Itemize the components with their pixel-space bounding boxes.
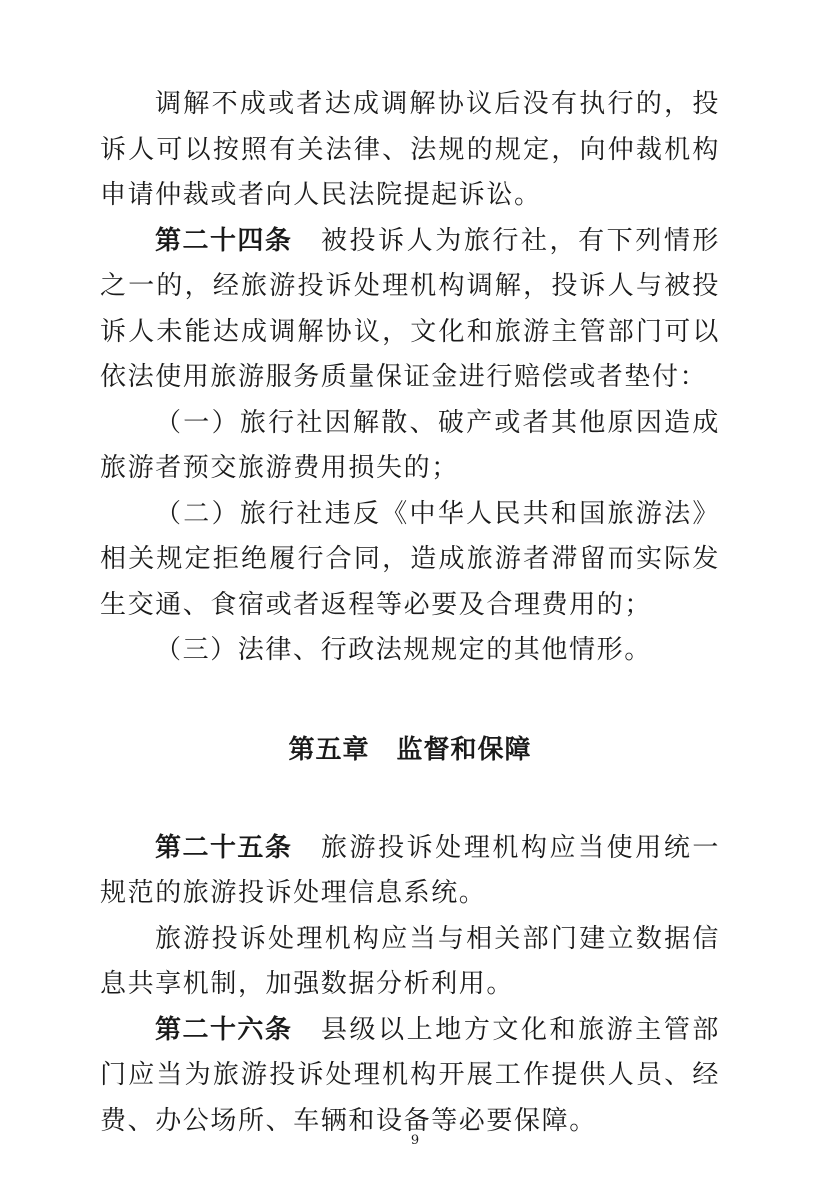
document-page <box>100 82 720 1144</box>
article-number: 第二十四条 <box>155 225 293 256</box>
paragraph-text: 被投诉人为旅行社，有下列情形之一的，经旅游投诉处理机构调解，投诉人与被投诉人未能达成调解协议，文化和旅游主管部门可以依法使用旅游服务质量保证金进行赔偿或者垫付： <box>100 225 720 392</box>
article-25 <box>100 826 720 917</box>
paragraph-text: 县级以上地方文化和旅游主管部门应当为旅游投诉处理机构开展工作提供人员、经费、办公场所、车辆和设备等必要保障。 <box>100 1014 720 1136</box>
paragraph-text: 旅游投诉处理机构应当与相关部门建立数据信息共享机制，加强数据分析利用。 <box>100 923 720 999</box>
paragraph-text: （二）旅行社违反《中华人民共和国旅游法》相关规定拒绝履行合同，造成旅游者滞留而实际发生交通、食宿或者返程等必要及合理费用的； <box>100 498 720 620</box>
list-item-2 <box>100 492 720 629</box>
paragraph-mediation-failure <box>100 82 720 219</box>
paragraph-text: 旅游投诉处理机构应当使用统一规范的旅游投诉处理信息系统。 <box>100 832 720 908</box>
paragraph-text: 调解不成或者达成调解协议后没有执行的，投诉人可以按照有关法律、法规的规定，向仲裁机构申请仲裁或者向人民法院提起诉讼。 <box>100 89 720 210</box>
list-item-3 <box>100 628 720 674</box>
article-26 <box>100 1008 720 1145</box>
article-24 <box>100 219 720 401</box>
article-number: 第二十六条 <box>155 1014 293 1045</box>
paragraph-text: （三）法律、行政法规规定的其他情形。 <box>155 635 652 665</box>
chapter-title: 第五章 监督和保障 <box>288 734 532 765</box>
paragraph-data-sharing <box>100 917 720 1008</box>
paragraph-text: （一）旅行社因解散、破产或者其他原因造成旅游者预交旅游费用损失的； <box>100 407 720 483</box>
list-item-1 <box>100 401 720 492</box>
page-number: 9 <box>410 1133 420 1148</box>
article-number: 第二十五条 <box>155 832 293 863</box>
